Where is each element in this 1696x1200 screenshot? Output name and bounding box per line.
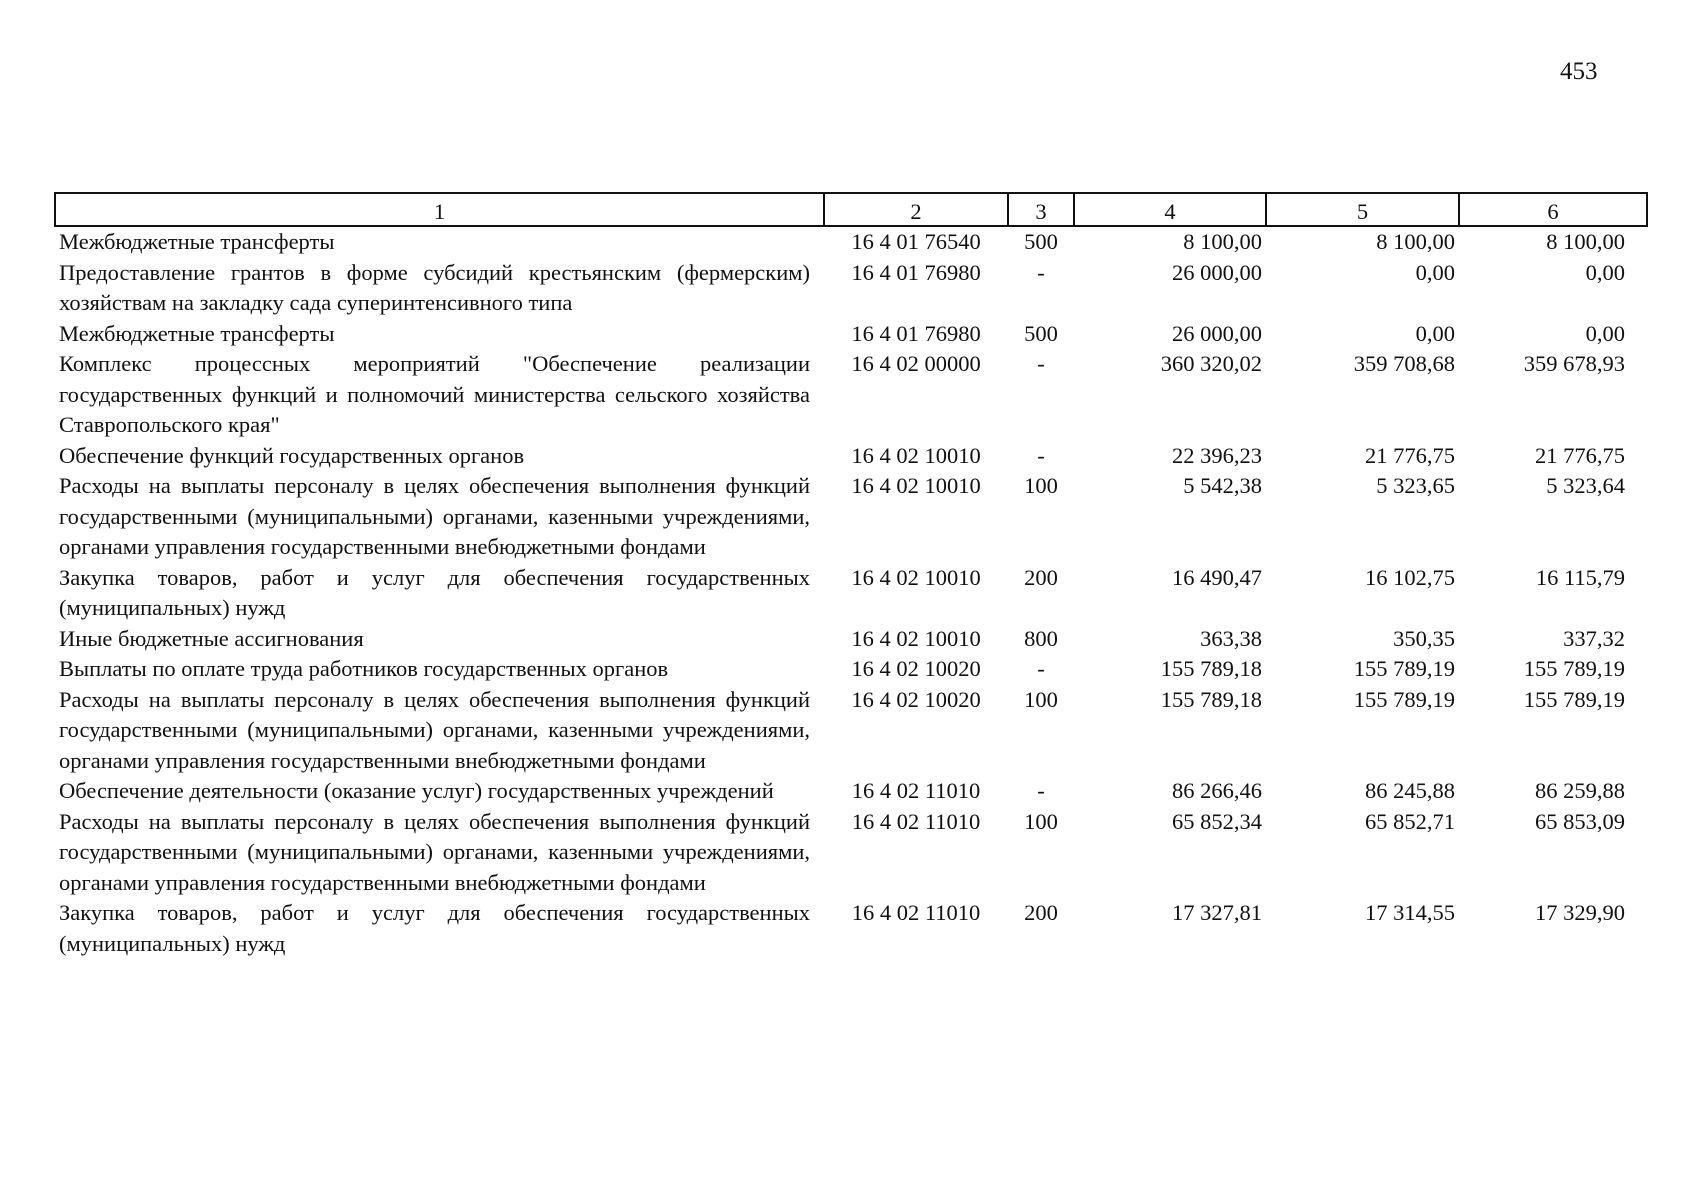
row-value-6: 16 115,79 [1535,564,1625,590]
row-code: 16 4 01 76540 [851,229,981,254]
row-type: 500 [1024,229,1058,254]
row-value-5: 5 323,65 [1376,473,1455,498]
row-value-5: 86 245,88 [1365,778,1455,803]
row-value-6: 155 789,19 [1523,656,1625,681]
row-value-4: 16 490,47 [1172,564,1262,590]
table-row [55,807,1647,899]
header-cell-6: 6 [1459,193,1647,226]
row-value-5: 21 776,75 [1365,442,1455,468]
table-row [55,471,1647,563]
table-row [55,898,1647,959]
row-name: Обеспечение функций государственных органов [59,442,525,468]
row-type: 200 [1024,900,1058,925]
row-value-6: 155 789,19 [1523,686,1625,712]
row-value-4: 155 789,18 [1160,656,1262,681]
table-row [55,563,1647,624]
row-value-5: 65 852,71 [1365,808,1455,834]
table-row [55,226,1647,258]
row-name: Расходы на выплаты персоналу в целях обеспечения выполнения функций государственными (муниципальными) органами, казенными учреждениями, органами управления государственными внебюджетными фондами [59,686,810,773]
row-name: Расходы на выплаты персоналу в целях обеспечения выполнения функций государственными (муниципальными) органами, казенными учреждениями, органами управления государственными внебюджетными фондами [59,808,810,895]
row-code: 16 4 02 11010 [851,808,981,834]
row-code: 16 4 01 76980 [851,320,981,346]
row-name: Комплекс процессных мероприятий "Обеспечение реализации государственных функций и полномочий министерства сельского хозяйства Ставропольского края" [59,351,810,437]
row-value-4: 22 396,23 [1172,442,1262,468]
row-value-5: 0,00 [1415,259,1455,285]
row-value-5: 16 102,75 [1365,564,1455,590]
row-type: - [1037,442,1045,468]
row-name: Расходы на выплаты персоналу в целях обеспечения выполнения функций государственными (муниципальными) органами, казенными учреждениями, органами управления государственными внебюджетными фондами [59,473,810,559]
budget-table [54,192,1648,959]
row-code: 16 4 02 11010 [851,778,981,803]
row-value-5: 0,00 [1415,320,1455,346]
row-value-4: 86 266,46 [1172,778,1262,803]
row-value-4: 363,38 [1200,625,1262,651]
row-code: 16 4 02 10020 [851,686,981,712]
row-code: 16 4 02 00000 [851,351,981,376]
row-value-4: 155 789,18 [1160,686,1262,712]
header-cell-1: 1 [55,193,824,226]
table-row [55,654,1647,685]
row-type: - [1037,656,1045,681]
row-type: 100 [1024,686,1058,712]
row-name: Выплаты по оплате труда работников государственных органов [59,656,669,681]
table-row [55,349,1647,441]
row-type: 800 [1024,625,1058,651]
row-value-4: 360 320,02 [1160,351,1262,376]
row-code: 16 4 02 10020 [851,656,981,681]
page-number: 453 [1560,58,1598,85]
row-value-6: 0,00 [1585,320,1625,346]
table-row [55,624,1647,655]
row-value-6: 337,32 [1563,625,1625,651]
row-code: 16 4 02 11010 [851,900,981,925]
row-name: Межбюджетные трансферты [59,320,335,346]
table-row [55,319,1647,350]
row-name: Межбюджетные трансферты [59,229,335,254]
row-value-4: 5 542,38 [1183,473,1262,498]
header-cell-5: 5 [1266,193,1459,226]
row-value-6: 21 776,75 [1535,442,1625,468]
row-name: Иные бюджетные ассигнования [59,625,364,651]
row-value-5: 359 708,68 [1353,351,1455,376]
row-code: 16 4 02 10010 [851,564,981,590]
row-value-5: 155 789,19 [1353,656,1455,681]
row-value-4: 65 852,34 [1172,808,1262,834]
row-code: 16 4 01 76980 [851,259,981,285]
row-type: 500 [1024,320,1058,346]
row-value-4: 26 000,00 [1172,259,1262,285]
table-body [55,226,1647,959]
row-value-6: 8 100,00 [1546,229,1625,254]
row-type: - [1037,259,1045,285]
row-value-4: 26 000,00 [1172,320,1262,346]
row-type: - [1037,778,1045,803]
row-type: 100 [1024,473,1058,498]
row-code: 16 4 02 10010 [851,442,981,468]
row-name: Закупка товаров, работ и услуг для обеспечения государственных (муниципальных) нужд [59,900,810,956]
header-cell-4: 4 [1074,193,1266,226]
row-value-4: 8 100,00 [1183,229,1262,254]
table-row [55,776,1647,807]
row-value-6: 0,00 [1585,259,1625,285]
table-row [55,441,1647,472]
row-code: 16 4 02 10010 [851,625,981,651]
row-value-4: 17 327,81 [1172,900,1262,925]
row-value-6: 359 678,93 [1523,351,1625,376]
row-value-6: 17 329,90 [1535,900,1625,925]
row-value-6: 65 853,09 [1535,808,1625,834]
row-name: Закупка товаров, работ и услуг для обеспечения государственных (муниципальных) нужд [59,564,810,620]
row-value-5: 17 314,55 [1365,900,1455,925]
header-cell-3: 3 [1008,193,1074,226]
row-name: Обеспечение деятельности (оказание услуг) государственных учреждений [59,778,774,803]
row-value-5: 155 789,19 [1353,686,1455,712]
row-value-5: 8 100,00 [1376,229,1455,254]
table-row [55,258,1647,319]
header-cell-2: 2 [824,193,1008,226]
row-type: - [1037,351,1045,376]
row-type: 100 [1024,808,1058,834]
table-row [55,685,1647,777]
row-value-6: 86 259,88 [1535,778,1625,803]
table-header [55,193,1647,226]
row-value-6: 5 323,64 [1546,473,1625,498]
row-type: 200 [1024,564,1058,590]
row-code: 16 4 02 10010 [851,473,981,498]
row-name: Предоставление грантов в форме субсидий крестьянским (фермерским) хозяйствам на закладку сада суперинтенсивного типа [59,259,810,315]
row-value-5: 350,35 [1393,625,1455,651]
